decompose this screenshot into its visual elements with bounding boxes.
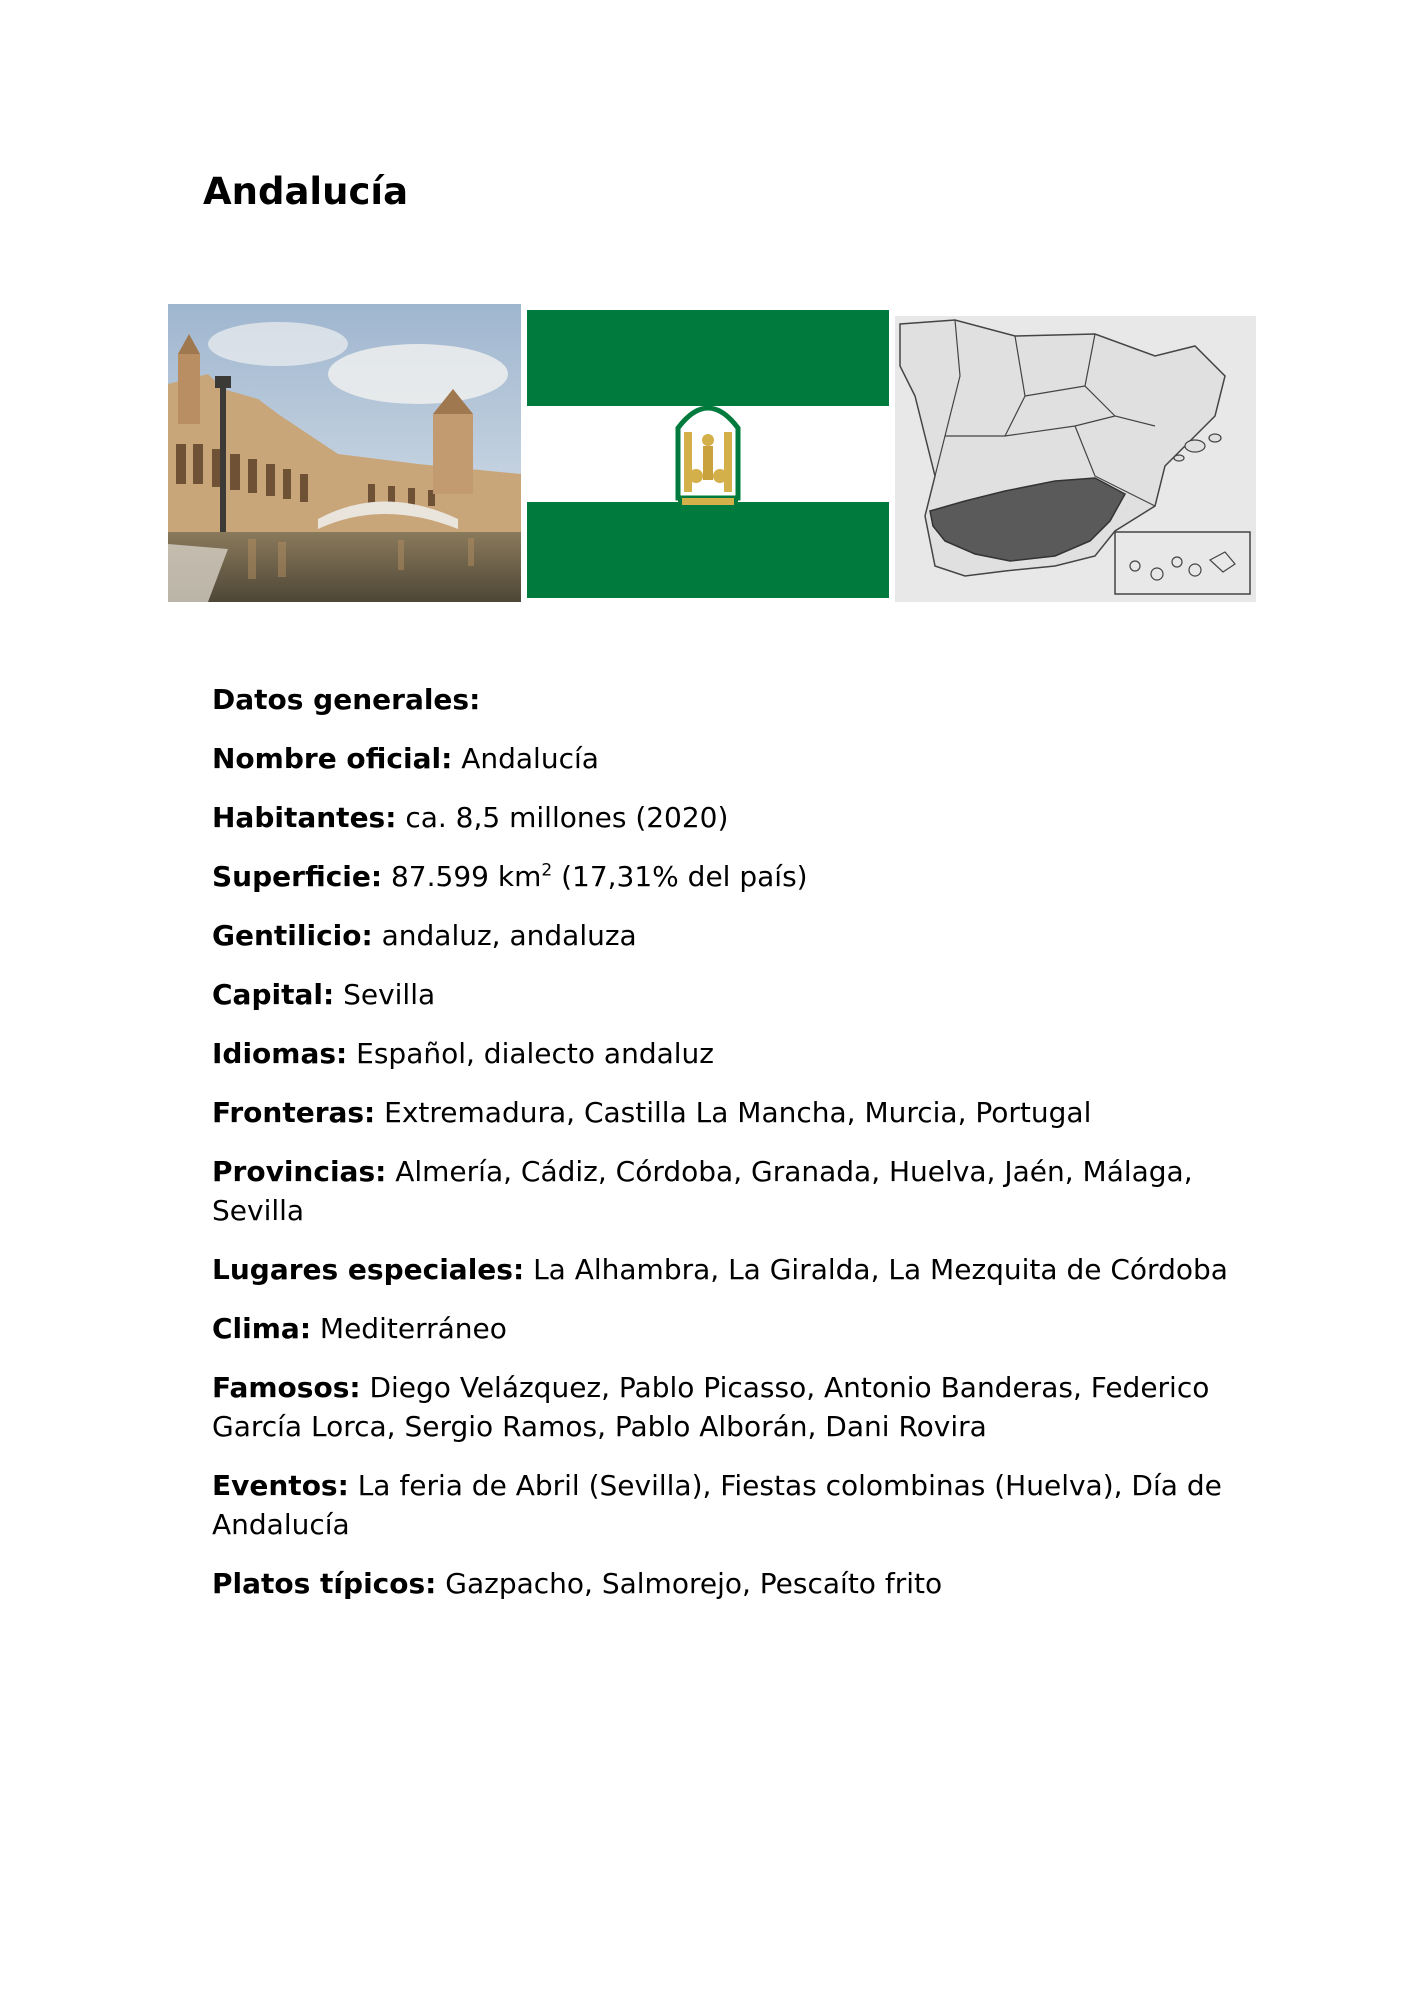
- spain-map: [895, 316, 1256, 602]
- field-value: La feria de Abril (Sevilla), Fiestas colombinas (Huelva), Día de Andalucía: [212, 1469, 1222, 1541]
- field-label: Idiomas:: [212, 1037, 348, 1070]
- field-famosos: [212, 1368, 1252, 1446]
- image-strip: [168, 304, 1256, 602]
- field-value: andaluz, andaluza: [381, 919, 637, 952]
- field-habitantes: [212, 798, 1252, 837]
- general-data: [212, 680, 1252, 1623]
- field-fronteras: [212, 1093, 1252, 1132]
- section-title: Datos generales:: [212, 683, 481, 716]
- field-label: Lugares especiales:: [212, 1253, 525, 1286]
- field-value-suffix: (17,31% del país): [552, 860, 808, 893]
- field-capital: [212, 975, 1252, 1014]
- superscript: 2: [541, 860, 553, 881]
- field-lugares: [212, 1250, 1252, 1289]
- field-nombre: [212, 739, 1252, 778]
- field-value: Diego Velázquez, Pablo Picasso, Antonio Banderas, Federico García Lorca, Sergio Ramos, Pablo Alborán, Dani Rovira: [212, 1371, 1210, 1443]
- field-clima: [212, 1309, 1252, 1348]
- page-title: Andalucía: [203, 170, 409, 213]
- field-provincias: [212, 1152, 1252, 1230]
- field-label: Famosos:: [212, 1371, 361, 1404]
- field-label: Superficie:: [212, 860, 383, 893]
- field-label: Provincias:: [212, 1155, 387, 1188]
- field-eventos: [212, 1466, 1252, 1544]
- plaza-espana-photo: [168, 304, 521, 602]
- field-label: Capital:: [212, 978, 335, 1011]
- field-superficie: [212, 857, 1252, 896]
- field-value: ca. 8,5 millones (2020): [405, 801, 729, 834]
- field-value: 87.599 km: [390, 860, 542, 893]
- field-value: Gazpacho, Salmorejo, Pescaíto frito: [445, 1567, 943, 1600]
- field-label: Eventos:: [212, 1469, 349, 1502]
- field-label: Clima:: [212, 1312, 312, 1345]
- field-value: Almería, Cádiz, Córdoba, Granada, Huelva, Jaén, Málaga, Sevilla: [212, 1155, 1193, 1227]
- andalucia-flag: [527, 310, 889, 598]
- field-value: Español, dialecto andaluz: [356, 1037, 714, 1070]
- field-label: Fronteras:: [212, 1096, 376, 1129]
- field-gentilicio: [212, 916, 1252, 955]
- field-label: Habitantes:: [212, 801, 397, 834]
- field-value: Sevilla: [343, 978, 436, 1011]
- field-value: Extremadura, Castilla La Mancha, Murcia, Portugal: [384, 1096, 1092, 1129]
- field-value: Andalucía: [461, 742, 599, 775]
- field-value: La Alhambra, La Giralda, La Mezquita de Córdoba: [533, 1253, 1228, 1286]
- field-idiomas: [212, 1034, 1252, 1073]
- field-label: Nombre oficial:: [212, 742, 453, 775]
- field-value: Mediterráneo: [319, 1312, 507, 1345]
- field-label: Gentilicio:: [212, 919, 373, 952]
- field-label: Platos típicos:: [212, 1567, 437, 1600]
- field-platos: [212, 1564, 1252, 1603]
